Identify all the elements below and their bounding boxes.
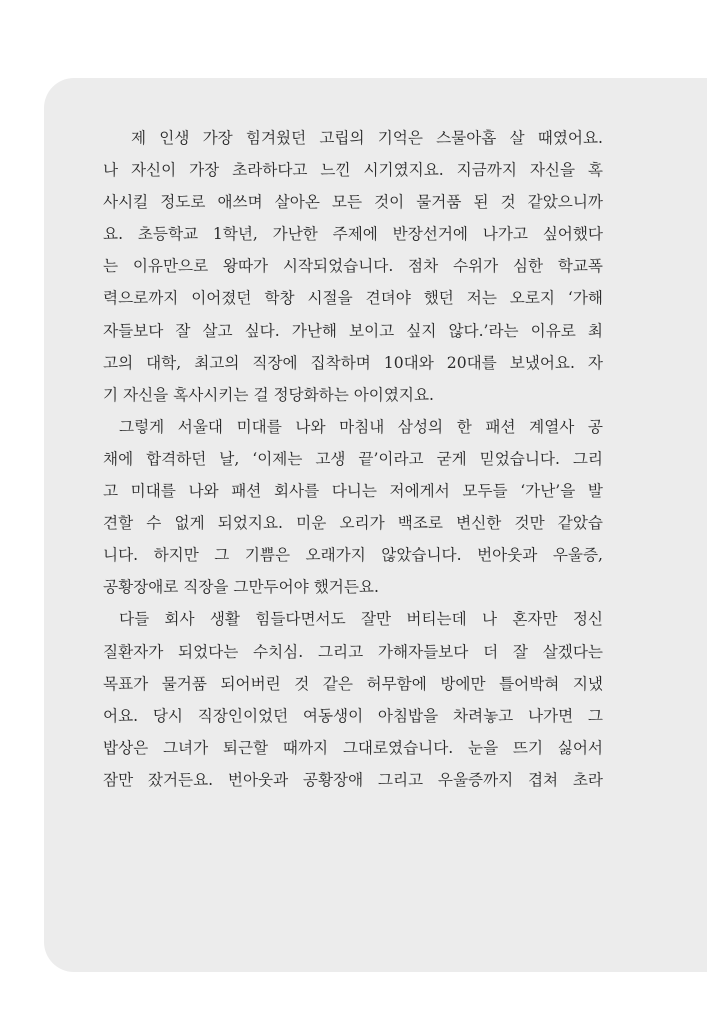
text-line: 어요. 당시 직장인이었던 여동생이 아침밥을 차려놓고 나가면 그 xyxy=(103,706,603,725)
text-line: 제 인생 가장 힘겨웠던 고립의 기억은 스물아홉 살 때였어요. xyxy=(131,129,603,147)
text-line: 나 자신이 가장 초라하다고 느낀 시기였지요. 지금까지 자신을 혹 xyxy=(103,161,603,180)
text-line: 요. 초등학교 1학년, 가난한 주제에 반장선거에 나가고 싶어했다 xyxy=(103,225,603,244)
text-line: 다들 회사 생활 힘들다면서도 잘만 버티는데 나 혼자만 정신 xyxy=(119,610,603,629)
text-line: 는 이유만으로 왕따가 시작되었습니다. 점차 수위가 심한 학교폭 xyxy=(103,257,603,276)
text-line: 기 자신을 혹사시키는 걸 정당화하는 아이였지요. xyxy=(103,385,435,404)
text-line: 채에 합격하던 날, ‘이제는 고생 끝’이라고 굳게 믿었습니다. 그리 xyxy=(103,449,603,468)
text-line: 력으로까지 이어졌던 학창 시절을 견뎌야 했던 저는 오로지 ‘가해 xyxy=(103,289,603,308)
text-line: 사시킬 정도로 애쓰며 살아온 모든 것이 물거품 된 것 같았으니까 xyxy=(103,193,603,212)
text-line: 질환자가 되었다는 수치심. 그리고 가해자들보다 더 잘 살겠다는 xyxy=(103,642,603,661)
text-line: 견할 수 없게 되었지요. 미운 오리가 백조로 변신한 것만 같았습 xyxy=(103,514,603,533)
paragraph-2 xyxy=(103,411,603,604)
text-line: 목표가 물거품 되어버린 것 같은 허무함에 방에만 틀어박혀 지냈 xyxy=(103,674,603,693)
text-line: 고 미대를 나와 패션 회사를 다니는 저에게서 모두들 ‘가난’을 발 xyxy=(103,482,603,501)
text-line: 고의 대학, 최고의 직장에 집착하며 10대와 20대를 보냈어요. 자 xyxy=(103,353,603,372)
text-line: 그렇게 서울대 미대를 나와 마침내 삼성의 한 패션 계열사 공 xyxy=(119,417,603,436)
text-line: 자들보다 잘 살고 싶다. 가난해 보이고 싶지 않다.’라는 이유로 최 xyxy=(103,321,603,340)
text-line: 니다. 하지만 그 기쁨은 오래가지 않았습니다. 번아웃과 우울증, xyxy=(103,546,603,565)
paragraph-1 xyxy=(103,122,603,411)
body-text xyxy=(103,122,603,796)
paragraph-3 xyxy=(103,603,603,796)
text-line: 공황장애로 직장을 그만두어야 했거든요. xyxy=(103,578,379,597)
text-line: 잠만 잤거든요. 번아웃과 공황장애 그리고 우울증까지 겹쳐 초라 xyxy=(103,770,603,789)
text-line: 밥상은 그녀가 퇴근할 때까지 그대로였습니다. 눈을 뜨기 싫어서 xyxy=(103,738,603,757)
